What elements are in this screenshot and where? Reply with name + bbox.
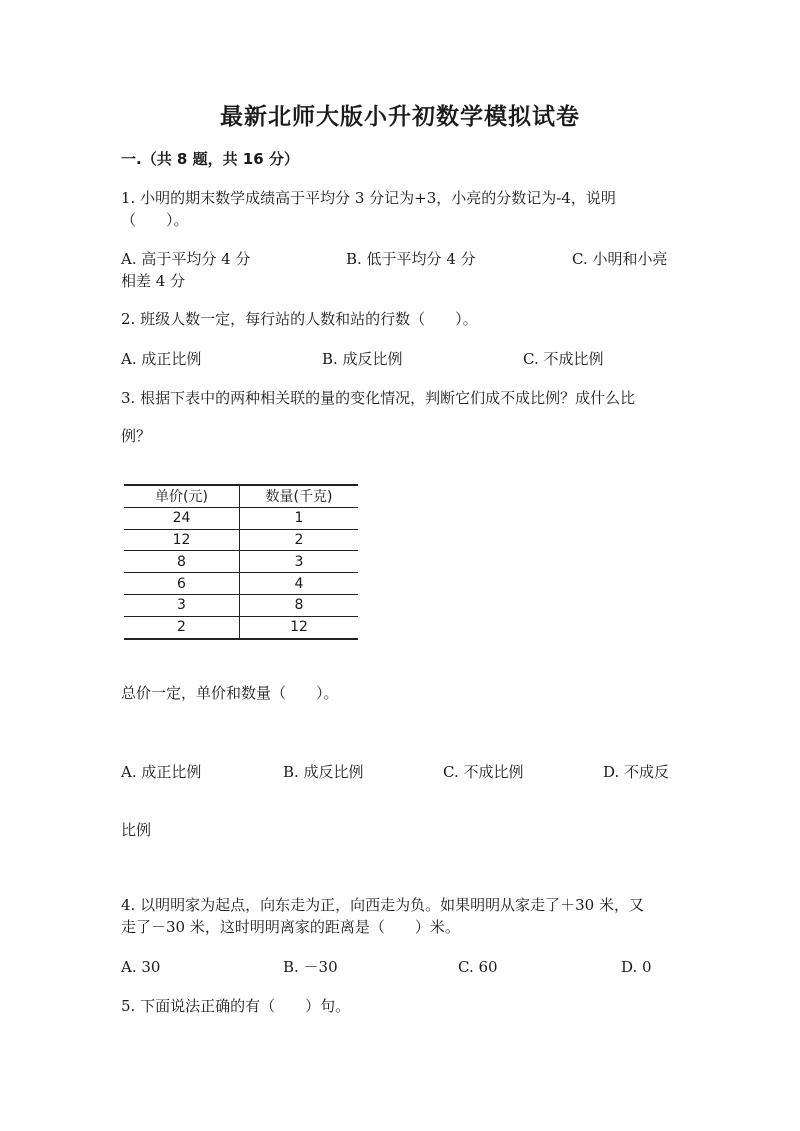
table-cell: 8 — [124, 551, 240, 573]
q2-option-c: C. 不成比例 — [523, 350, 604, 368]
q3-text-line1: 3. 根据下表中的两种相关联的量的变化情况，判断它们成不成比例？成什么比 — [121, 389, 636, 407]
table-row — [124, 616, 358, 638]
table-cell: 3 — [124, 594, 240, 616]
table-cell: 4 — [240, 573, 359, 595]
q3-option-b: B. 成反比例 — [283, 763, 364, 781]
section-heading: 一.（共 8 题，共 16 分） — [121, 150, 299, 168]
q3-prompt: 总价一定，单价和数量（ ）。 — [121, 684, 339, 702]
table-header-row — [124, 485, 358, 507]
price-quantity-table — [124, 484, 358, 640]
q3-option-a: A. 成正比例 — [121, 763, 202, 781]
q4-option-a: A. 30 — [121, 958, 161, 976]
q2-text: 2. 班级人数一定，每行站的人数和站的行数（ ）。 — [121, 310, 478, 328]
page-title: 最新北师大版小升初数学模拟试卷 — [220, 103, 580, 130]
q1-option-a: A. 高于平均分 4 分 — [121, 250, 251, 268]
table-cell: 6 — [124, 573, 240, 595]
q2-option-b: B. 成反比例 — [322, 350, 403, 368]
q4-text-line1: 4. 以明明家为起点，向东走为正，向西走为负。如果明明从家走了＋30 米，又 — [121, 896, 644, 914]
table-row — [124, 507, 358, 529]
table-cell: 8 — [240, 594, 359, 616]
table-cell: 3 — [240, 551, 359, 573]
table-row — [124, 529, 358, 551]
table-cell: 2 — [240, 529, 359, 551]
q1-option-b: B. 低于平均分 4 分 — [346, 250, 476, 268]
table-cell: 12 — [124, 529, 240, 551]
q3-option-d: D. 不成反 — [603, 763, 670, 781]
q3-option-c: C. 不成比例 — [443, 763, 524, 781]
q1-text-line1: 1. 小明的期末数学成绩高于平均分 3 分记为+3，小亮的分数记为-4，说明 — [121, 189, 616, 207]
q3-option-d-wrap: 比例 — [121, 821, 152, 839]
q4-option-b: B. －30 — [283, 958, 338, 976]
q4-option-d: D. 0 — [621, 958, 652, 976]
q2-option-a: A. 成正比例 — [121, 350, 202, 368]
q1-option-c: C. 小明和小亮 — [572, 250, 668, 268]
table-cell: 1 — [240, 507, 359, 529]
q4-text-line2: 走了－30 米，这时明明离家的距离是（ ）米。 — [121, 918, 460, 936]
table-cell: 12 — [240, 616, 359, 638]
table-cell: 2 — [124, 616, 240, 638]
table-header-quantity: 数量(千克) — [240, 485, 359, 507]
table-row — [124, 573, 358, 595]
table-cell: 24 — [124, 507, 240, 529]
q1-text-line2: （ ）。 — [121, 211, 189, 229]
table-header-price: 单价(元) — [124, 485, 240, 507]
q4-option-c: C. 60 — [458, 958, 498, 976]
q5-text: 5. 下面说法正确的有（ ）句。 — [121, 997, 351, 1015]
table-row — [124, 551, 358, 573]
q3-text-line2: 例？ — [121, 427, 152, 445]
table-row — [124, 594, 358, 616]
q1-option-c-wrap: 相差 4 分 — [121, 272, 186, 290]
